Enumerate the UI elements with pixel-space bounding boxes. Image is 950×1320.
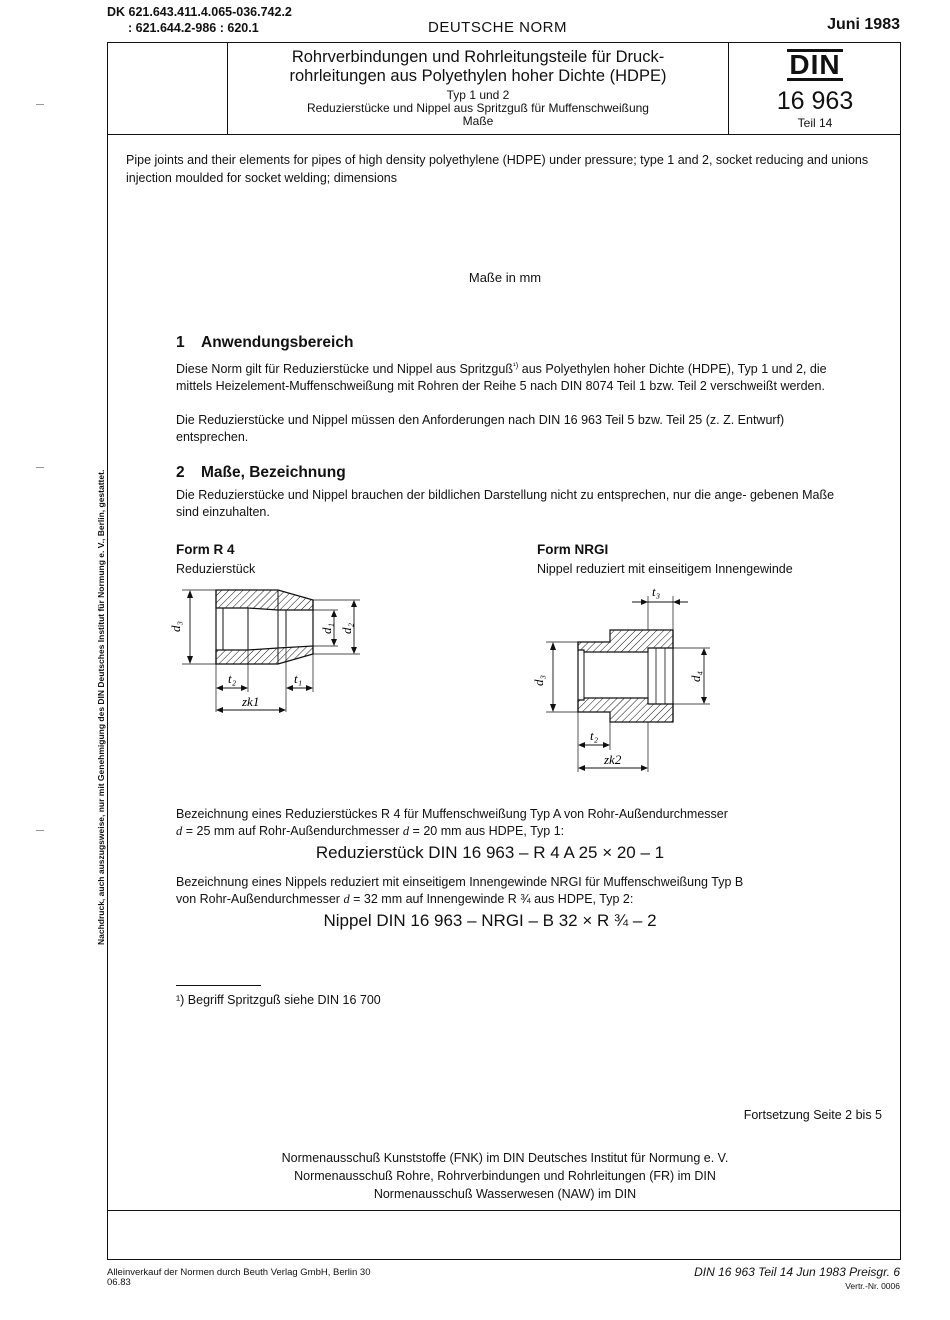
form-nrgi-drawing (528, 582, 728, 777)
section-2-paragraph: Die Reduzierstücke und Nippel brauchen der bildlichen Darstellung nicht zu entsprechen, nur die ange- gebenen Maße sind einzuhalten. (176, 488, 835, 519)
din-number: 16 963 (776, 87, 854, 115)
section-1-paragraph-2: Die Reduzierstücke und Nippel müssen den Anforderungen nach DIN 16 963 Teil 5 bzw. Teil 25 (z. Z. Entwurf) entsprechen. (176, 413, 785, 444)
form-nrgi-sub: Nippel reduziert mit einseitigem Innengewinde (537, 562, 793, 576)
english-title: Pipe joints and their elements for pipes of high density polyethylene (HDPE) under pressure; type 1 and 2, socket reducing and unions injection moulded for socket welding; dimensions (126, 153, 869, 185)
din-teil: Teil 14 (797, 116, 833, 130)
section-2-heading: 2 Maße, Bezeichnung (176, 464, 346, 481)
form-nrgi-t3-label: t₃ (652, 584, 661, 599)
din-logo: DIN (789, 49, 841, 80)
committee-3: Normenausschuß Wasserwesen (NAW) im DIN (373, 1187, 637, 1201)
frame-divider (107, 1210, 901, 1211)
form-r4-sub: Reduzierstück (176, 562, 256, 576)
form-r4-zk1-label: zk1 (242, 694, 260, 709)
footnote: ¹) Begriff Spritzguß siehe DIN 16 700 (176, 993, 381, 1007)
reprint-notice: Nachdruck, auch auszugsweise, nur mit Genehmigung des DIN Deutsches Institut für Normung e. V., Berlin, gestattet. (96, 469, 106, 945)
form-r4-d1-label: d₁ (319, 622, 334, 634)
designation-1-text: Bezeichnung eines Reduzierstückes R 4 für Muffenschweißung Typ A von Rohr-Außendurchmesser d = 25 mm auf Rohr-Außendurchmesser d = 20 mm aus HDPE, Typ 1: (176, 807, 728, 838)
section-1-heading: 1 Anwendungsbereich (176, 334, 354, 351)
footer-vertr: Vertr.-Nr. 0006 (845, 1281, 900, 1291)
form-nrgi-zk2-label: zk2 (604, 752, 622, 767)
form-nrgi-t2-label: t₂ (590, 728, 599, 743)
footnote-rule (176, 985, 261, 986)
form-nrgi-label: Form NRGI (537, 542, 609, 557)
form-r4-label: Form R 4 (176, 542, 235, 557)
title-box (107, 42, 901, 135)
form-r4-drawing (168, 580, 378, 720)
title-main: Rohrverbindungen und Rohrleitungsteile für Druck- rohrleitungen aus Polyethylen hoher Dichte (HDPE) (289, 48, 667, 85)
continuation-note: Fortsetzung Seite 2 bis 5 (743, 1108, 882, 1122)
title-subtitle: Typ 1 und 2 Reduzierstücke und Nippel aus Spritzguß für Muffenschweißung Maße (307, 88, 649, 128)
norm-type: DEUTSCHE NORM (428, 19, 568, 36)
committee-2: Normenausschuß Rohre, Rohrverbindungen und Rohrleitungen (FR) im DIN (294, 1169, 716, 1183)
margin-tick (36, 830, 44, 831)
margin-tick (36, 467, 44, 468)
dk-classification-line1: DK 621.643.411.4.065-036.742.2 (107, 5, 292, 19)
designation-2-code: Nippel DIN 16 963 – NRGI – B 32 × R ¾ – 2 (323, 911, 657, 930)
units-note: Maße in mm (468, 270, 542, 285)
form-nrgi-d4-label: d₄ (688, 670, 703, 682)
designation-1-code: Reduzierstück DIN 16 963 – R 4 A 25 × 20 – 1 (315, 843, 665, 862)
footer-left: Alleinverkauf der Normen durch Beuth Verlag GmbH, Berlin 30 06.83 (107, 1267, 371, 1288)
form-r4-t1-label: t₁ (294, 671, 303, 686)
publication-date: Juni 1983 (827, 16, 900, 33)
form-r4-t2-label: t₂ (228, 671, 237, 686)
designation-2-text: Bezeichnung eines Nippels reduziert mit einseitigem Innengewinde NRGI für Muffenschweißung Typ B von Rohr-Außendurchmesser d = 32 mm auf Innengewinde R ¾ aus HDPE, Typ 2: (176, 875, 744, 906)
footer-right: DIN 16 963 Teil 14 Jun 1983 Preisgr. 6 (694, 1265, 900, 1279)
form-nrgi-d3-label: d₃ (531, 674, 546, 686)
section-1-paragraph-1: Diese Norm gilt für Reduzierstücke und Nippel aus Spritzguß$^{^1)}$ aus Polyethylen hoher Dichte (HDPE), Typ 1 und 2, die mittels Heizelement-Muffenschweißung mit Rohren der Reihe 5 nach DIN 8074 Teil 1 bzw. Teil 2 verschweißt werden. (176, 361, 827, 394)
dk-classification-line2: : 621.644.2-986 : 620.1 (128, 21, 259, 35)
form-r4-d3-label: d₃ (168, 620, 183, 632)
form-r4-d2-label: d₂ (339, 622, 354, 634)
committee-1: Normenausschuß Kunststoffe (FNK) im DIN Deutsches Institut für Normung e. V. (281, 1151, 729, 1165)
margin-tick (36, 104, 44, 105)
